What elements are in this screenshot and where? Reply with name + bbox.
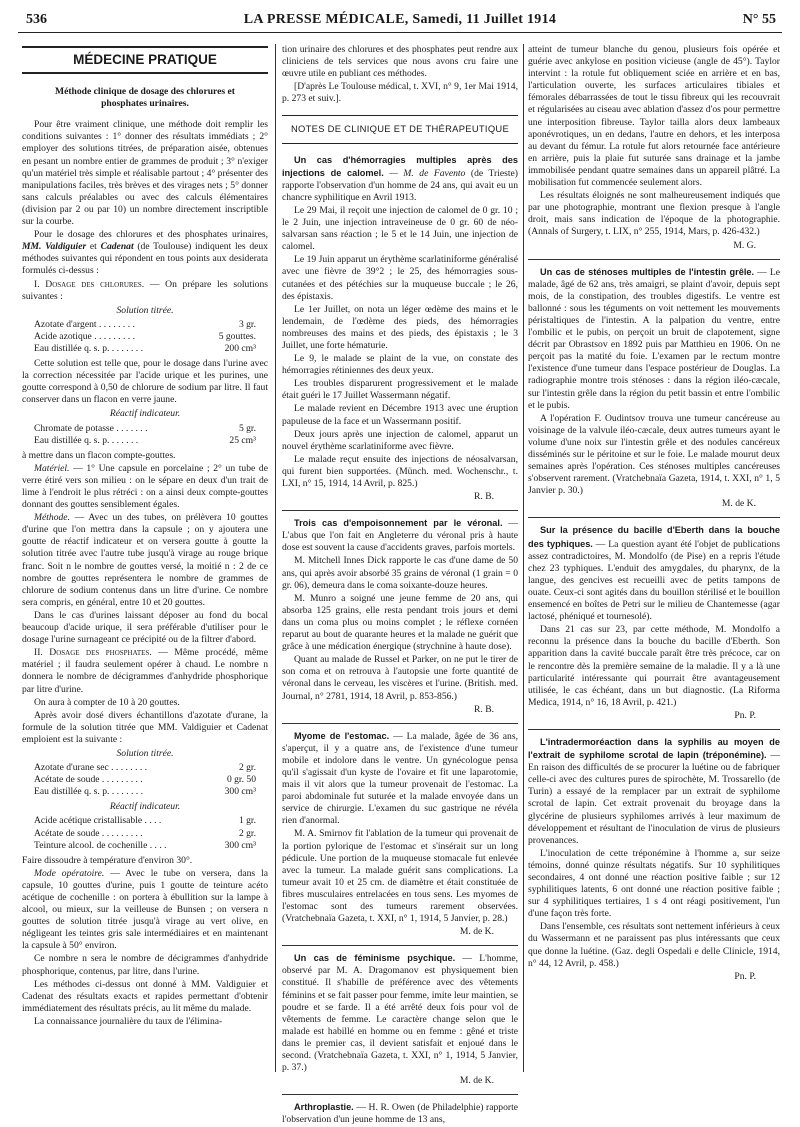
paragraph bbox=[22, 512, 268, 609]
recipe-table bbox=[34, 762, 256, 798]
recipe-heading: Réactif indicateur. bbox=[109, 408, 181, 420]
text: et bbox=[89, 241, 97, 253]
article-title: Sur la présence du bacille d'Eberth dans la bouche des typhiques. bbox=[528, 525, 780, 549]
paragraph: Les résultats éloignés ne sont malheureusement indiqués que par une photographie, montrant une flexion presque à l'angle droit, mais sans indication de l'époque de la photographie. (Annals of Surgery, t. LIX, n° 255, 1914, Mars, p. 426-432.) bbox=[528, 190, 780, 238]
text: — L'abus que l'on fait en Angleterre du véronal pris à haute dose est souvent la cause d'accidents graves, parfois mortels. bbox=[282, 518, 518, 554]
ingredient-quantity: 5 gr. bbox=[238, 422, 256, 434]
signature: M. de K. bbox=[721, 498, 756, 510]
section-rubric: NOTES DE CLINIQUE ET DE THÉRAPEUTIQUE bbox=[282, 115, 518, 143]
paragraph: Dans l'ensemble, ces résultats sont nettement inférieurs à ceux du Wassermann et ne paraissent pas plus intéressants que ceux que donne la luétine. (Gaz. degli Ospedali e delle Clinicle, 1914, n° 44, 12 Avril, p. 458.) bbox=[528, 921, 780, 969]
paragraph: Les méthodes ci-dessus ont donné à MM. Valdiguier et Cadenat des résultats exacts et rapides permettant d'obtenir immédiatement des résultats précis, au lit même du malade. bbox=[22, 978, 268, 1014]
ingredient-name: Chromate de potasse . . . . . . . bbox=[34, 422, 148, 434]
signature: Pn. P. bbox=[734, 709, 756, 721]
paragraph: atteint de tumeur blanche du genou, plusieurs fois opérée et guérie avec ankylose en position vicieuse (angle de 45°). Taylor intervint : la rotule fut obliquement sciée en arrière et en bas, l'articulation ouverte, les surfaces articulaires tibiales et fémorales débarrassées de tout le tissu fibreux qui les recouvrait et régularisées au ciseau avec ablation d'assez d'os pour permettre une interposition fibreuse. Taylor tailla alors deux lambeaux aponévrotiques, un en dedans, l'autre en dehors, et les interposa au devant du fémur. La rotule fut alors retournée face antérieure en arrière, puis la plaie fut suturée sans drainage et la jambe immobilisée pendant quatre semaines dans un appareil plâtré. La mobilisation fut commencée seulement alors. bbox=[528, 44, 780, 189]
article-title: L'intradermoréaction dans la syphilis au moyen de l'extrait de syphilome scrotal de lapin (tréponémine). bbox=[528, 736, 780, 761]
article-lead bbox=[528, 524, 780, 623]
paragraph: L'inoculation de cette tréponémine à l'homme a, sur seize témoins, donné quinze résultats négatifs. Sur 10 syphilitiques secondaires, 4 ont donné une réaction positive faible ; sur 12 syphilitiques latents, 6 ont donné une réaction positive faible ; sur 4 syphilitiques tertiaires, 1 s 4 ont réagi positivement, l'un d'une façon très forte. bbox=[528, 847, 780, 920]
article-lead bbox=[528, 266, 780, 412]
column-2 bbox=[282, 44, 519, 1126]
recipe-row bbox=[34, 343, 256, 355]
paragraph bbox=[22, 229, 268, 277]
text: — H. R. Owen (de Philadelphie) rapporte l'observation d'un jeune homme de 13 ans, bbox=[282, 1102, 518, 1126]
column-1 bbox=[22, 44, 268, 1072]
paragraph: Dans 21 cas sur 23, par cette méthode, M. Mondolfo a reconnu la présence dans la bouche du bacille d'Eberth. Son apparition dans la cavité buccale paraît être très précoce, car on le rencontre dès la première semaine de la maladie. Il y a là une particularité intéressante qui pourrait être avantageusement utilisée, le cas échéant, dans un but diagnostic. (La Riforma Medica, 1914, n° 16, 18 Avril, p. 421.) bbox=[528, 624, 780, 708]
article-lead bbox=[282, 730, 518, 828]
article-divider bbox=[282, 1094, 518, 1095]
signature: M. de K. bbox=[459, 1075, 494, 1087]
signature: M. G. bbox=[733, 239, 756, 251]
reference: [D'après Le Toulouse médical, t. XVI, n° 9, 1er Mai 1914, p. 273 et suiv.]. bbox=[282, 81, 518, 105]
text: (de Trieste) rapporte l'observation d'un homme de 24 ans, qui avait eu un chancre syphilitique en Avril 1913. bbox=[282, 167, 518, 203]
paragraph: Le 9, le malade se plaint de la vue, on constate des hémorragies rétiniennes des deux yeux. bbox=[282, 353, 518, 377]
recipe-heading: Solution titrée. bbox=[116, 747, 174, 759]
journal-title: LA PRESSE MÉDICALE, Samedi, 11 Juillet 1914 bbox=[243, 12, 557, 27]
ingredient-quantity: 25 cm³ bbox=[229, 434, 256, 446]
recipe-row bbox=[34, 762, 256, 774]
subsection-heading: I. Dosage des chlorures. bbox=[34, 278, 145, 290]
article-divider bbox=[282, 945, 518, 946]
paragraph: M. Munro a soigné une jeune femme de 20 ans, qui absorba 125 grains, elle resta pendant trois jours et demi dans un coma plus ou moins complet ; le réflexe cornéen reparut au bout de quarante heures et la malade ne guérit que grâce à une médication énergique (strychnine à haute dose). bbox=[282, 592, 518, 653]
article-title: Trois cas d'empoisonnement par le véronal. bbox=[294, 518, 503, 529]
signature: R. B. bbox=[474, 703, 494, 715]
article-lead bbox=[282, 154, 518, 204]
paragraph: Ce nombre n sera le nombre de décigrammes d'anhydride phosphorique, contenus, par litre, dans l'urine. bbox=[22, 953, 268, 977]
paragraph: A l'opération F. Oudintsov trouva une tumeur cancéreuse au voisinage de la valvule iléo-cæcale, deux autres tumeurs ayant le volume d'une noix sur l'intestin grêle et des nodules cancéreux disséminés sur le péritoine et sur le foie. Le malade mourut deux semaines après l'opération. Ces sténoses multiples cancéreuses s'observent rarement. (Vratchebnaïa Gazeta, 1914, t. XXI, n° 1, 5 Janvier p. 30.) bbox=[528, 412, 780, 497]
ingredient-name: Acide acétique cristallisable . . . . bbox=[34, 815, 162, 827]
text: — L'homme, observé par M. A. Dragomanov est physiquement bien constitué. Il s'habille de préférence avec des vêtements féminins et se fait passer pour femme, imite leur maintien, se poudre et se farde. Il a été arrêté deux fois pour vol de vêtements de femme. Le caractère change selon que le malade est habillé en homme ou en femme : gêné et triste dans le premier cas, il devient satisfait et enjoué dans le second. (Vratchebnaïa Gazeta, t. XXI, n° 1, 1914, 5 Janvier, p. 37.) bbox=[282, 953, 519, 1074]
paragraph: Les troubles disparurent progressivement et le malade était guéri le 17 Juillet Wassermann négatif. bbox=[282, 378, 518, 402]
paragraph: Pour être vraiment clinique, une méthode doit remplir les conditions suivantes : 1° donner des résultats immédiats ; 2° employer des solutions titrées, de préparation aisée, obtenues en pesant un nombre entier de grammes de produit ; 3° n'exiger qu'un matériel très simple et réalisable partout ; 4° présenter des manipulations faciles, très brèves et des virages nets ; 5° donner sans calculs préalables ou avec des calculs élémentaires (division par 2 ou par 10) un nombre directement inscriptible sur la courbe. bbox=[22, 119, 268, 228]
paragraph: Le 29 Mai, il reçoit une injection de calomel de 0 gr. 10 ; le 2 Juin, une injection intraveineuse de 0 gr. 60 de néo-salvarsan sans réaction ; le 5 et le 14 Juin, une injection de calomel. bbox=[282, 204, 518, 253]
article-divider bbox=[282, 510, 518, 511]
text: — En raison des difficultés de se procurer la luétine ou de fabriquer celle-ci avec des cultures pures de spirochète, M. Trossarello (de Turin) a essayé de la remplacer par un extrait de syphilome scrotal de lapin. Cet extrait provenait du broyage dans la glycérine de plusieurs syphilomes arrivés à leur maximum de développement et résultant de l'inoculation de virus de plusieurs provenances. bbox=[528, 750, 780, 846]
paragraph: Faire dissoudre à température d'environ 30°. bbox=[22, 854, 193, 866]
text: — Même procédé, même matériel ; il faudra seulement opérer à chaud. Le nombre n donnera le nombre de décigrammes d'anhydride phosphorique par litre d'urine. bbox=[22, 647, 268, 695]
recipe-table bbox=[34, 423, 256, 447]
paragraph: Le malade revient en Décembre 1913 avec une éruption papuleuse de la face et un Wassermann positif. bbox=[282, 403, 518, 427]
paragraph: Dans le cas d'urines laissant déposer au fond du bocal beaucoup d'acide urique, il sera préférable d'utiliser pour le dosage l'urine surnageant ce précipité ou de la filtrer d'abord. bbox=[22, 609, 268, 646]
author-name: MM. Valdiguier bbox=[22, 241, 87, 253]
text: — La malade, âgée de 36 ans, s'aperçut, il y a quatre ans, de l'existence d'une tumeur mobile et indolore dans le ventre. Un gynécologue pensa qu'il s'agissait d'un kyste de l'ovaire et fit une laparotomie, mais il vit alors que la tumeur provenait de l'estomac. La paroi abdominale fut suturée et la malade envoyée dans un service de chirurgie. L'examen du suc gastrique ne révéla rien d'anormal. bbox=[282, 730, 518, 827]
issue-number: N° 55 bbox=[742, 12, 776, 27]
ingredient-quantity: 5 gouttes. bbox=[218, 330, 256, 342]
ingredient-quantity: 2 gr. bbox=[238, 827, 256, 839]
paragraph: Le 19 Juin apparut un érythème scarlatiniforme généralisé avec une fièvre de 39°2 ; le 25, des hémorragies sous-cutanées et des pétéchies sur la muqueuse buccale ; le 26, des épistaxis. bbox=[282, 254, 518, 302]
paragraph: M. Mitchell Innes Dick rapporte le cas d'une dame de 50 ans, qui après avoir absorbé 35 grains de véronal (1 grain = 0 gr. 06), demeura dans le coma soixante-douze heures. bbox=[282, 555, 518, 591]
ingredient-name: Eau distillée q. s. p. . . . . . . . bbox=[34, 786, 143, 798]
ingredient-name: Eau distillée q. s. p. . . . . . . bbox=[34, 434, 139, 446]
recipe-row bbox=[34, 423, 256, 435]
paragraph: Le malade reçut ensuite des injections de néosalvarsan, qui furent bien supportées. (Münch. med. Wochenschr., t. LXI, n° 15, 1914, 14 Avril, p. 825.) bbox=[282, 453, 518, 489]
article-divider bbox=[528, 729, 780, 730]
article-title: Myome de l'estomac. bbox=[294, 730, 390, 741]
paragraph: La connaissance journalière du taux de l'élimina- bbox=[34, 1015, 223, 1027]
recipe-row bbox=[34, 774, 256, 786]
subsection-heading: II. Dosage des phosphates. bbox=[34, 647, 152, 659]
recipe-table bbox=[34, 815, 256, 851]
ingredient-quantity: 3 gr. bbox=[238, 318, 256, 330]
recipe-row bbox=[34, 786, 256, 798]
ingredient-quantity: 300 cm³ bbox=[224, 786, 256, 798]
paragraph: Après avoir dosé divers échantillons d'azotate d'urane, la formule de la solution titrée que MM. Valdiguier et Cadenat emploient est la suivante : bbox=[22, 709, 268, 745]
column-rule bbox=[275, 44, 276, 1072]
article-title: Arthroplastie. bbox=[294, 1102, 354, 1113]
author-name: — M. de Favento bbox=[383, 167, 466, 179]
paragraph: Cette solution est telle que, pour le dosage dans l'urine avec la correction nécessitée par l'acide urique et les purines, une goutte correspond à 0,50 de chlorure de sodium par litre. Il faut conserver dans un flacon en verre jaune. bbox=[22, 358, 268, 406]
article-title: Un cas de féminisme psychique. bbox=[294, 953, 456, 964]
author-name: Cadenat bbox=[100, 241, 134, 253]
recipe-heading: Réactif indicateur. bbox=[109, 801, 181, 813]
ingredient-name: Teinture alcool. de cochenille . . . . bbox=[34, 839, 167, 851]
signature: M. de K. bbox=[459, 926, 494, 938]
page-header bbox=[18, 12, 782, 33]
recipe-row bbox=[34, 815, 256, 827]
text: — Avec le tube on versera, dans la capsule, 10 gouttes d'urine, puis 1 goutte de teinture acéto acétique de cochenille : on portera à ébullition sur la lampe à alcool, ou mieux, sur la veilleuse de Bunsen ; on versera n gouttes de solution titrée jusqu'à virage au vert olive, en négligeant les teintes gris sale intermédiaires et en maintenant la capsule à 50° environ. bbox=[22, 867, 268, 952]
article-divider bbox=[528, 259, 780, 260]
article-lead bbox=[282, 1101, 518, 1126]
ingredient-quantity: 200 cm³ bbox=[224, 342, 256, 354]
paragraph: Le 1er Juillet, on nota un léger œdème des mains et le lendemain, de l'œdème des pieds, des hémorragies nombreuses des mains et des pieds, des épistaxis ; le 3 Juillet, une forte hématurie. bbox=[282, 303, 518, 351]
text: Pour le dosage des chlorures et des phosphates urinaires, bbox=[34, 229, 268, 241]
article-lead bbox=[282, 952, 518, 1074]
ingredient-name: Acide azotique . . . . . . . . . bbox=[34, 330, 135, 342]
recipe-row bbox=[34, 331, 256, 343]
recipe-row bbox=[34, 435, 256, 447]
page-number: 536 bbox=[26, 12, 47, 27]
article-lead bbox=[282, 517, 518, 554]
ingredient-quantity: 0 gr. 50 bbox=[226, 774, 256, 786]
article-title: Méthode clinique de dosage des chlorures et phosphates urinaires. bbox=[55, 86, 235, 110]
paragraph: M. A. Smirnov fit l'ablation de la tumeur qui provenait de la portion pylorique de l'estomac et s'insérait sur un long pédicule. Une portion de la muqueuse stomacale fut enlevée avec la tumeur. La malade guérit sans complications. La tumeur avait 10 et 25 cm. de diamètre et était constituée de fibres musculaires entrelacées en tous sens. Les myomes de l'estomac sont des tumeurs rarement observées. (Vratchebnaïa Gazeta, t. XXI, n° 1, 1914, 5 Janvier, p. 28.) bbox=[282, 828, 518, 925]
article-divider bbox=[528, 517, 780, 518]
article-lead bbox=[528, 736, 780, 847]
paragraph: Deux jours après une injection de calomel, apparut un nouvel érythème scarlatiniforme avec fièvre. bbox=[282, 428, 518, 452]
text: — Le malade, âgé de 62 ans, très amaigri, se plaint d'avoir, depuis sept mois, de la constipation, des troubles digestifs. Le ventre est ballonné : sous les téguments on voit nettement les mouvements péristaltiques de l'intestin. A la palpation du ventre, entre l'ombilic et le pubis, on perçoit un bruit de clapotement, signe décrit par Obrastsov en 1892 puis par Matthieu en 1906. On ne perçoit pas la matité du foie. L'examen par le rectum montre l'existence d'une tumeur dans l'espace postérieur de Douglas. La radiographie montre trois sténoses : dans la région iléo-cæcale, sur l'intestin grêle dans la région du petit bassin et entre l'ombilic et le pubis. bbox=[528, 266, 781, 411]
column-rule bbox=[523, 44, 524, 1072]
recipe-table bbox=[34, 319, 256, 355]
ingredient-name: Acétate de soude . . . . . . . . . bbox=[34, 827, 143, 839]
paragraph: Quant au malade de Russel et Parker, on ne put le tirer de son coma et on retrouva à l'autopsie une forte quantité de véronal dans le cerveau, les viscères et l'urine. (British. med. Journal, n° 2781, 1914, 18 Avril, p. 853-856.) bbox=[282, 654, 518, 702]
ingredient-quantity: 2 gr. bbox=[238, 762, 256, 774]
ingredient-quantity: 1 gr. bbox=[238, 815, 256, 827]
recipe-row bbox=[34, 828, 256, 840]
recipe-row bbox=[34, 840, 256, 852]
article-title: Un cas d'hémorragies multiples après des injections de calomel. bbox=[282, 154, 518, 178]
ingredient-quantity: 300 cm³ bbox=[224, 839, 256, 851]
ingredient-name: Acétate de soude . . . . . . . . . bbox=[34, 774, 143, 786]
recipe-row bbox=[34, 319, 256, 331]
ingredient-name: Azotate d'urane sec . . . . . . . . bbox=[34, 762, 148, 774]
paragraph bbox=[22, 279, 268, 303]
paragraph bbox=[22, 463, 268, 511]
label: Matériel. bbox=[34, 462, 70, 474]
ingredient-name: Azotate d'argent . . . . . . . . bbox=[34, 318, 135, 330]
article-divider bbox=[282, 723, 518, 724]
text: — 1° Une capsule en porcelaine ; 2° un tube de verre étiré vers son milieu : on le sépare en deux d'un trait de lime à l'endroit le plus rétréci : on a ainsi deux compte-gouttes donnant des gouttes sensiblement égales. bbox=[22, 462, 268, 511]
label: Méthode. bbox=[34, 512, 70, 524]
signature: R. B. bbox=[474, 491, 494, 503]
column-3 bbox=[528, 44, 780, 1072]
text: — On prépare les solutions suivantes : bbox=[22, 278, 268, 302]
paragraph: tion urinaire des chlorures et des phosphates peut rendre aux cliniciens de tels services que nous avons cru faire une œuvre utile en publiant ces méthodes. bbox=[282, 44, 518, 80]
ingredient-name: Eau distillée q. s. p. . . . . . . . bbox=[34, 342, 143, 354]
paragraph: à mettre dans un flacon compte-gouttes. bbox=[22, 449, 176, 461]
section-rubric: MÉDECINE PRATIQUE bbox=[22, 46, 268, 74]
recipe-heading: Solution titrée. bbox=[116, 304, 174, 316]
text: (de Toulouse) indiquent les deux méthodes suivantes qui répondent en tous points aux desiderata formulés ci-dessus : bbox=[22, 241, 268, 277]
article-title: Un cas de sténoses multiples de l'intestin grêle. bbox=[540, 266, 755, 277]
paragraph: On aura à compter de 10 à 20 gouttes. bbox=[34, 696, 180, 708]
paragraph bbox=[22, 868, 268, 953]
label: Mode opératoire. bbox=[34, 867, 105, 879]
signature: Pn. P. bbox=[734, 970, 756, 982]
paragraph bbox=[22, 647, 268, 695]
text: — Avec un des tubes, on prélèvera 10 gouttes d'urine que l'on mettra dans la capsule ; on y ajoutera une goutte de réactif indicateur et on versera goutte à goutte la solution titrée avec l'autre tube jusqu'à virage au rouge brique franc. Soit n le nombre de gouttes versé, la moitié n : 2 de ce nombre de gouttes représentera le nombre de grammes de chlorure de sodium contenus dans un litre d'urine. Ce nombre sera compris, en général, entre 10 et 20 gouttes. bbox=[22, 512, 268, 608]
text: — La question ayant été l'objet de publications assez contradictoires, M. Mondolfo (de Pise) en a repris l'étude chez 23 typhiques. L'enduit des amygdales, du pharynx, de la langue, des gencives est recueilli avec de petits tampons de ouate. Ceux-ci sont agités dans du bouillon stérilisé et le bouillon ensemencé en boîtes de Petri sur le milieu de Chantemesse (agar lactosé, phéniqué et tournesolé). bbox=[528, 538, 780, 623]
